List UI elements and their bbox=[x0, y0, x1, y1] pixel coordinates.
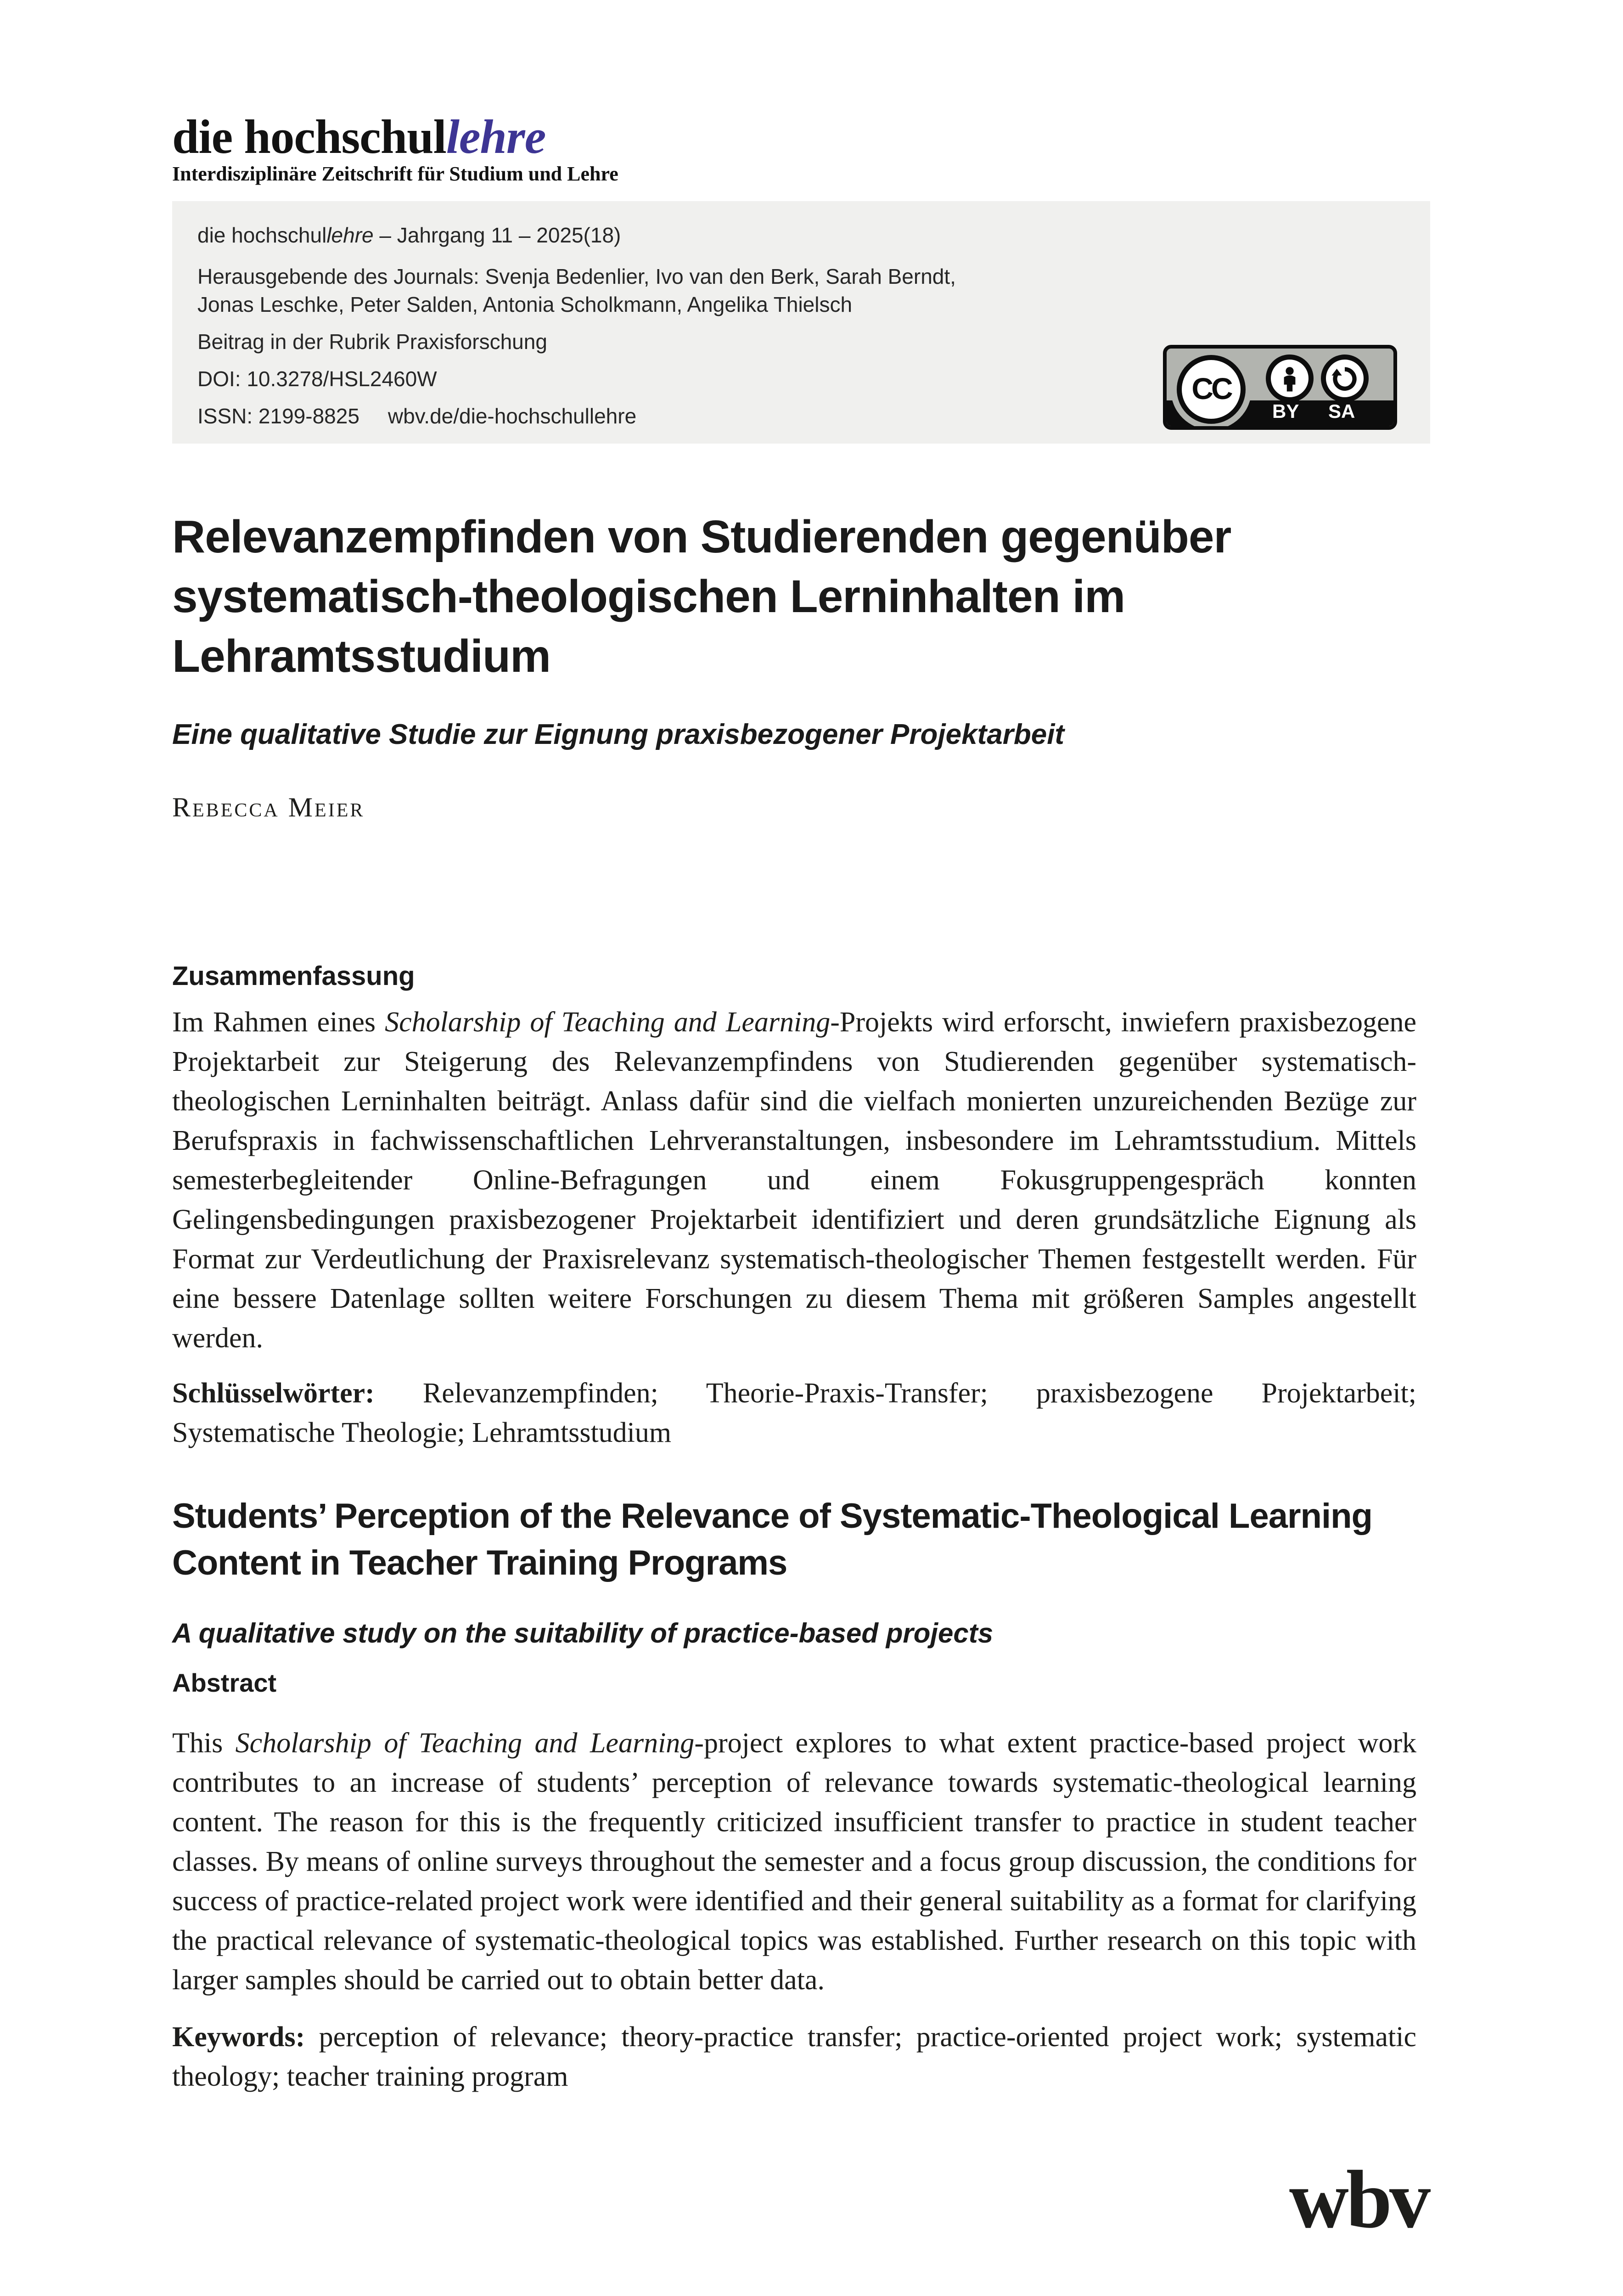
abstract-de bbox=[172, 1002, 1416, 1358]
title-de-line-1: Relevanzempfinden von Studierenden gegenüber bbox=[172, 511, 1231, 563]
issn-number: ISSN: 2199-8825 bbox=[197, 404, 359, 428]
keywords-de-list: Relevanzempfinden; Theorie-Praxis-Transfer; praxisbezogene Projektarbeit; Systematische Theologie; Lehramtsstudium bbox=[172, 1378, 1416, 1448]
abstract-en-text-cont: -project explores to what extent practice-based project work contributes to an increase of students’ perception of relevance towards systematic-theological learning content. The reason for this is the frequently criticized insufficient transfer to practice in student teacher classes. By means of online surveys throughout the semester and a focus group discussion, the conditions for success of practice-related project work were identified and their general suitability as a format for clarifying the practical relevance of systematic-theological topics was established. Further research on this topic with larger samples should be carried out to obtain better data. bbox=[172, 1728, 1417, 1996]
journal-logo bbox=[172, 110, 1416, 163]
keywords-de bbox=[172, 1373, 1416, 1452]
abstract-en-italic-term: Scholarship of Teaching and Learning bbox=[235, 1728, 695, 1759]
cc-sa-label: SA bbox=[1328, 400, 1355, 422]
abstract-heading-en: Abstract bbox=[172, 1668, 277, 1697]
keywords-en-list: perception of relevance; theory-practice transfer; practice-oriented project work; systematic theology; teacher training program bbox=[172, 2021, 1416, 2092]
issue-info-box bbox=[172, 201, 1430, 444]
article-subtitle-en: A qualitative study on the suitability of practice-based projects bbox=[172, 1618, 994, 1649]
cc-icon-label: CC bbox=[1191, 371, 1231, 405]
abstract-de-text-cont: -Projekts wird erforscht, inwiefern praxisbezogene Projektarbeit zur Steigerung des Relevanzempfindens von Studierenden gegenüber systematisch-theologischen Lerninhalten beiträgt. Anlass dafür sind die vielfach monierten unzureichenden Bezüge zur Berufspraxis in fachwissenschaftlichen Lehrveranstaltungen, insbesondere im Lehramtsstudium. Mittels semesterbegleitender Online-Befragungen und einem Fokusgruppengespräch konnten Gelingensbedingungen praxisbezogener Projektarbeit identifiziert und deren grundsätzliche Eignung als Format zur Verdeutlichung der Praxisrelevanz systematisch-theologischer Themen festgestellt werden. Für eine bessere Datenlage sollten weitere Forschungen zu diesem Thema mit größeren Samples angestellt werden. bbox=[172, 1007, 1417, 1354]
title-en-line-1: Students’ Perception of the Relevance of Systematic-Theological Learning bbox=[172, 1497, 1372, 1536]
article-title-de bbox=[172, 507, 1416, 686]
publisher-logo-wbv: wbv bbox=[1289, 2154, 1428, 2245]
keywords-en bbox=[172, 2017, 1416, 2096]
rubric-line: Beitrag in der Rubrik Praxisforschung bbox=[197, 330, 547, 354]
doi-line: DOI: 10.3278/HSL2460W bbox=[197, 367, 437, 391]
journal-logo-accent: lehre bbox=[446, 110, 546, 163]
journal-logo-black: die hochschul bbox=[172, 110, 446, 163]
journal-website-text: wbv.de/die-hochschullehre bbox=[387, 404, 637, 428]
issue-line-journal-accent: lehre bbox=[326, 223, 374, 247]
keywords-de-label: Schlüsselwörter: bbox=[172, 1378, 375, 1409]
issue-line-volume: – Jahrgang 11 – 2025(18) bbox=[373, 223, 621, 247]
title-de-line-3: Lehramtsstudium bbox=[172, 630, 551, 682]
editors-line-1: Herausgebende des Journals: Svenja Bedenlier, Ivo van den Berk, Sarah Berndt, bbox=[197, 264, 956, 288]
abstract-en-text: This bbox=[172, 1728, 236, 1759]
editors-line-2: Jonas Leschke, Peter Salden, Antonia Scholkmann, Angelika Thielsch bbox=[197, 293, 853, 316]
keywords-en-label: Keywords: bbox=[172, 2021, 305, 2053]
cc-by-label: BY bbox=[1272, 400, 1299, 422]
abstract-de-text: Im Rahmen eines bbox=[172, 1007, 385, 1038]
cc-icon bbox=[1177, 355, 1246, 424]
abstract-heading-de: Zusammenfassung bbox=[172, 961, 415, 991]
title-en-line-2: Content in Teacher Training Programs bbox=[172, 1543, 787, 1582]
cc-sa-sharealike-icon bbox=[1321, 355, 1369, 402]
issue-line bbox=[197, 221, 1405, 249]
issue-line-journal: die hochschul bbox=[197, 223, 327, 247]
abstract-de-italic-term: Scholarship of Teaching and Learning bbox=[385, 1007, 831, 1038]
article-subtitle-de: Eine qualitative Studie zur Eignung praxisbezogener Projektarbeit bbox=[172, 719, 1065, 750]
abstract-en bbox=[172, 1723, 1416, 2000]
article-title-en bbox=[172, 1493, 1416, 1587]
masthead-tagline: Interdisziplinäre Zeitschrift für Studium und Lehre bbox=[172, 163, 618, 185]
cc-by-person-icon bbox=[1266, 355, 1314, 402]
author-name: Rebecca Meier bbox=[172, 792, 365, 822]
cc-by-sa-license-badge bbox=[1163, 345, 1397, 430]
masthead bbox=[172, 0, 1416, 185]
title-de-line-2: systematisch-theologischen Lerninhalten im bbox=[172, 571, 1125, 622]
